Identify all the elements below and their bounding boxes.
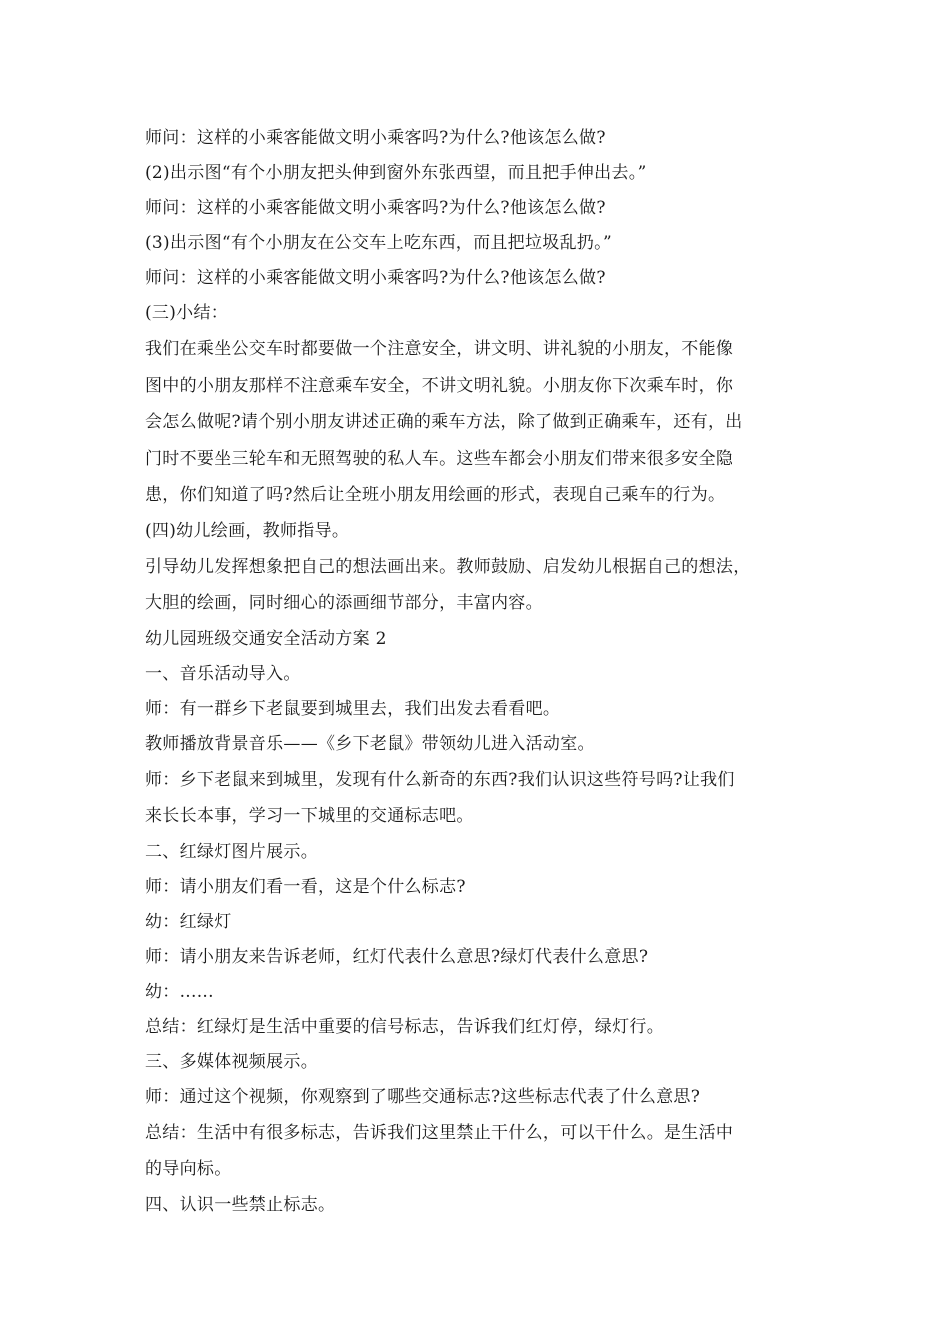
section-heading: 一、音乐活动导入。 bbox=[145, 663, 301, 684]
text-line: 教师播放背景音乐——《乡下老鼠》带领幼儿进入活动室。 bbox=[145, 733, 595, 754]
guidance-paragraph bbox=[145, 549, 825, 622]
text-line: 门时不要坐三轮车和无照驾驶的私人车。这些车都会小朋友们带来很多安全隐 bbox=[145, 448, 734, 469]
text-line: 会怎么做呢?请个别小朋友讲述正确的乘车方法，除了做到正确乘车，还有，出 bbox=[145, 412, 743, 432]
text-line: 总结：生活中有很多标志，告诉我们这里禁止干什么，可以干什么。是生活中 bbox=[145, 1122, 734, 1143]
text-line: (3)出示图“有个小朋友在公交车上吃东西，而且把垃圾乱扔。” bbox=[145, 233, 612, 253]
text-line: 师：有一群乡下老鼠要到城里去，我们出发去看看吧。 bbox=[145, 698, 561, 719]
text-line: (2)出示图“有个小朋友把头伸到窗外东张西望，而且把手伸出去。” bbox=[145, 163, 647, 183]
text-line: 师问：这样的小乘客能做文明小乘客吗?为什么?他该怎么做? bbox=[145, 268, 606, 288]
text-line: 幼：...... bbox=[145, 981, 214, 1002]
document-body bbox=[145, 121, 825, 1223]
text-line: 师：请小朋友来告诉老师，红灯代表什么意思?绿灯代表什么意思? bbox=[145, 946, 649, 967]
conclusion-paragraph bbox=[145, 1115, 825, 1188]
text-line: 幼：红绿灯 bbox=[145, 911, 232, 932]
text-line: 师问：这样的小乘客能做文明小乘客吗?为什么?他该怎么做? bbox=[145, 128, 606, 148]
text-line: 的导向标。 bbox=[145, 1159, 232, 1179]
section-heading: (四)幼儿绘画，教师指导。 bbox=[145, 520, 350, 541]
text-line: 来长长本事，学习一下城里的交通标志吧。 bbox=[145, 806, 474, 826]
section-heading: 二、红绿灯图片展示。 bbox=[145, 841, 318, 862]
document-title: 幼儿园班级交通安全活动方案 2 bbox=[145, 628, 387, 649]
text-line: 图中的小朋友那样不注意乘车安全，不讲文明礼貌。小朋友你下次乘车时，你 bbox=[145, 375, 734, 396]
text-line: 引导幼儿发挥想象把自己的想法画出来。教师鼓励、启发幼儿根据自己的想法， bbox=[145, 556, 751, 577]
text-line: 师：通过这个视频，你观察到了哪些交通标志?这些标志代表了什么意思? bbox=[145, 1086, 701, 1107]
dialogue-paragraph bbox=[145, 762, 825, 835]
text-line: 师问：这样的小乘客能做文明小乘客吗?为什么?他该怎么做? bbox=[145, 198, 606, 218]
summary-paragraph bbox=[145, 331, 825, 514]
section-heading: (三)小结： bbox=[145, 303, 229, 323]
text-line: 患，你们知道了吗?然后让全班小朋友用绘画的形式，表现自己乘车的行为。 bbox=[145, 485, 726, 505]
text-line: 大胆的绘画，同时细心的添画细节部分，丰富内容。 bbox=[145, 593, 543, 613]
text-line: 师：乡下老鼠来到城里，发现有什么新奇的东西?我们认识这些符号吗?让我们 bbox=[145, 769, 735, 790]
text-line: 总结：红绿灯是生活中重要的信号标志，告诉我们红灯停，绿灯行。 bbox=[145, 1016, 664, 1037]
section-heading: 三、多媒体视频展示。 bbox=[145, 1051, 318, 1072]
text-line: 我们在乘坐公交车时都要做一个注意安全，讲文明、讲礼貌的小朋友，不能像 bbox=[145, 339, 734, 359]
section-heading: 四、认识一些禁止标志。 bbox=[145, 1194, 336, 1215]
text-line: 师：请小朋友们看一看，这是个什么标志? bbox=[145, 876, 466, 897]
